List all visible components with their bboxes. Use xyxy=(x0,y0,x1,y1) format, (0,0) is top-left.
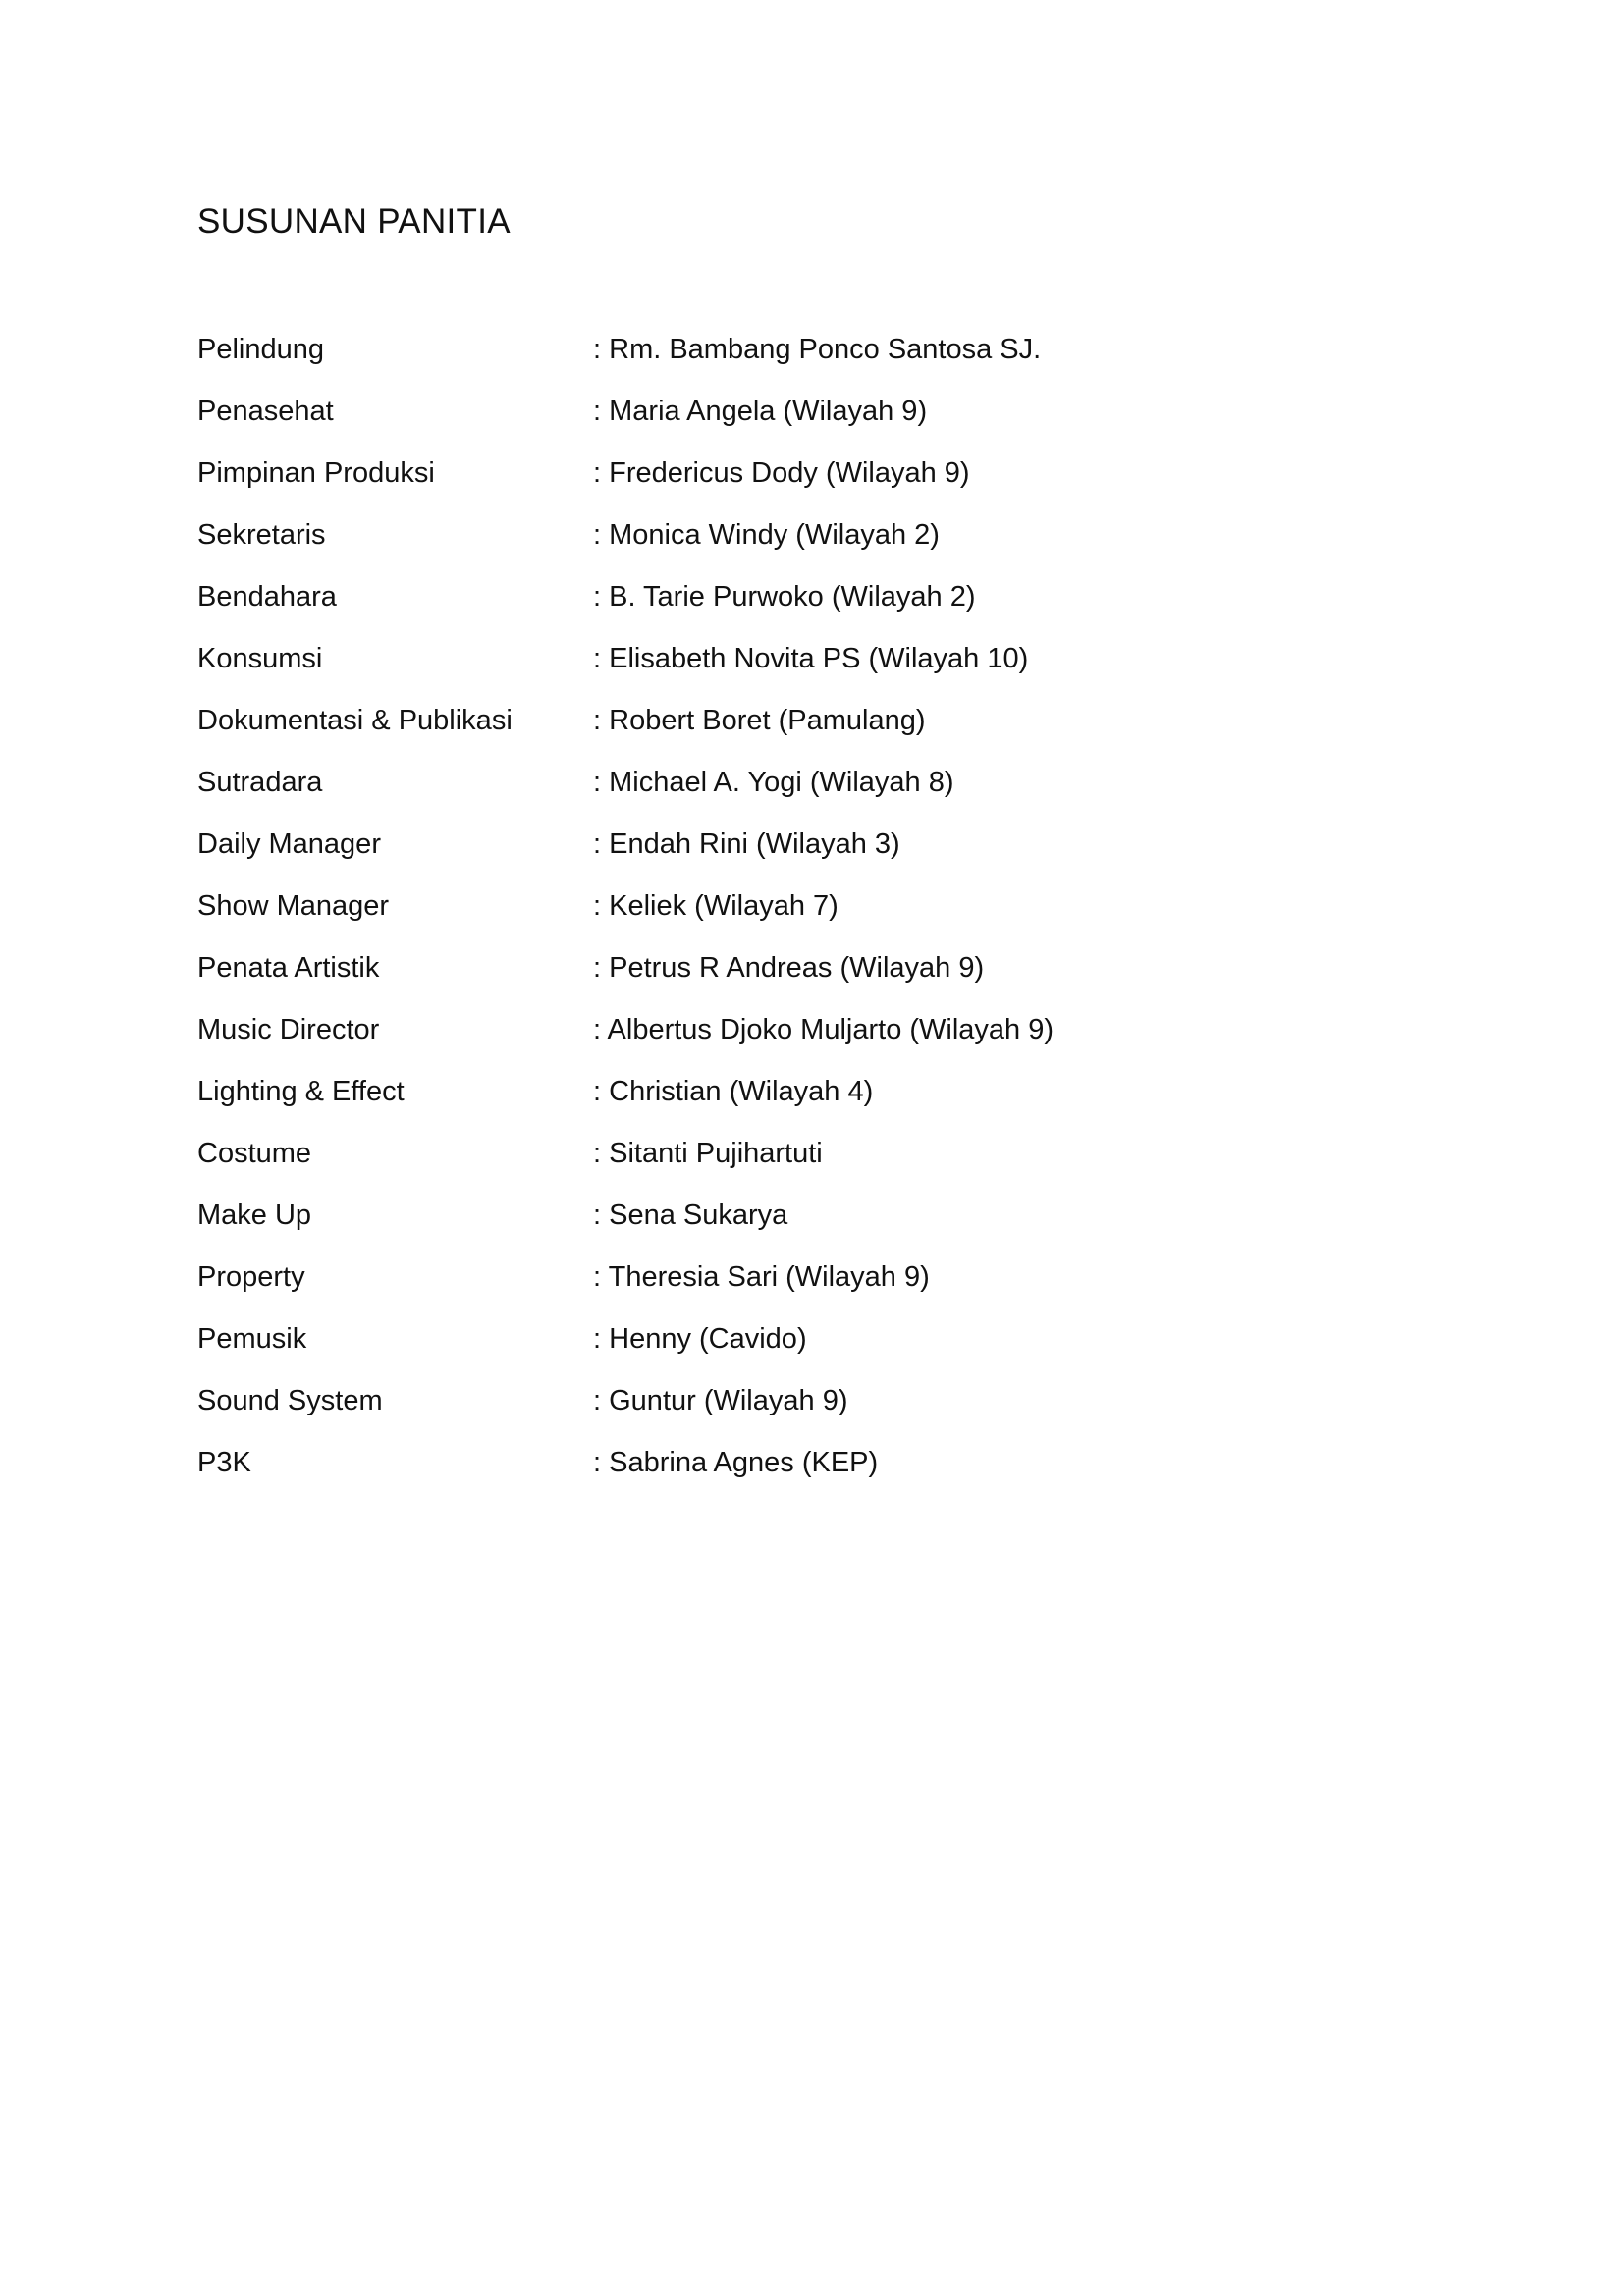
committee-member xyxy=(593,454,970,493)
committee-member xyxy=(593,1196,787,1235)
committee-row xyxy=(197,1072,1474,1134)
committee-member xyxy=(593,948,984,988)
committee-row xyxy=(197,1196,1474,1257)
committee-list xyxy=(197,330,1474,1505)
committee-role: Konsumsi xyxy=(197,643,323,674)
committee-row xyxy=(197,948,1474,1010)
member-name: Christian (Wilayah 4) xyxy=(609,1076,874,1107)
separator-colon: : xyxy=(593,581,602,613)
committee-row xyxy=(197,454,1474,515)
separator-colon: : xyxy=(593,1447,602,1478)
member-name: Robert Boret (Pamulang) xyxy=(609,705,926,736)
committee-role: Property xyxy=(197,1261,305,1293)
committee-row xyxy=(197,1257,1474,1319)
separator-colon: : xyxy=(593,890,602,922)
committee-member xyxy=(593,330,1041,369)
member-name: B. Tarie Purwoko (Wilayah 2) xyxy=(609,581,976,613)
separator-colon: : xyxy=(593,643,602,674)
separator-colon: : xyxy=(593,457,602,489)
member-name: Keliek (Wilayah 7) xyxy=(609,890,839,922)
committee-member xyxy=(593,1319,807,1359)
committee-member xyxy=(593,701,926,740)
committee-role: P3K xyxy=(197,1447,251,1478)
separator-colon: : xyxy=(593,1138,602,1169)
page-title: SUSUNAN PANITIA xyxy=(197,202,511,240)
committee-member xyxy=(593,1257,930,1297)
committee-member xyxy=(593,1381,847,1420)
committee-role: Pemusik xyxy=(197,1323,307,1355)
separator-colon: : xyxy=(593,1323,602,1355)
committee-member xyxy=(593,1072,873,1111)
separator-colon: : xyxy=(593,519,602,551)
member-name: Sitanti Pujihartuti xyxy=(609,1138,823,1169)
member-name: Sena Sukarya xyxy=(609,1200,788,1231)
separator-colon: : xyxy=(593,396,602,427)
separator-colon: : xyxy=(593,705,602,736)
separator-colon: : xyxy=(593,952,602,984)
member-name: Albertus Djoko Muljarto (Wilayah 9) xyxy=(607,1014,1055,1045)
committee-role: Make Up xyxy=(197,1200,312,1231)
committee-row xyxy=(197,392,1474,454)
member-name: Sabrina Agnes (KEP) xyxy=(609,1447,879,1478)
committee-role: Sound System xyxy=(197,1385,383,1416)
separator-colon: : xyxy=(593,828,602,860)
member-name: Endah Rini (Wilayah 3) xyxy=(609,828,900,860)
committee-role: Penata Artistik xyxy=(197,952,380,984)
committee-member xyxy=(593,1010,1054,1049)
committee-row xyxy=(197,1319,1474,1381)
separator-colon: : xyxy=(593,1076,602,1107)
committee-row xyxy=(197,515,1474,577)
committee-member xyxy=(593,639,1028,678)
committee-member xyxy=(593,763,954,802)
committee-row xyxy=(197,1134,1474,1196)
member-name: Petrus R Andreas (Wilayah 9) xyxy=(609,952,985,984)
member-name: Elisabeth Novita PS (Wilayah 10) xyxy=(609,643,1029,674)
committee-role: Pimpinan Produksi xyxy=(197,457,435,489)
committee-member xyxy=(593,392,927,431)
committee-role: Dokumentasi & Publikasi xyxy=(197,705,513,736)
separator-colon: : xyxy=(593,1385,602,1416)
committee-role: Sutradara xyxy=(197,767,323,798)
separator-colon: : xyxy=(593,1014,602,1045)
member-name: Theresia Sari (Wilayah 9) xyxy=(608,1261,930,1293)
committee-row xyxy=(197,330,1474,392)
committee-member xyxy=(593,1134,823,1173)
committee-member xyxy=(593,577,976,616)
committee-row xyxy=(197,577,1474,639)
committee-member xyxy=(593,825,900,864)
member-name: Rm. Bambang Ponco Santosa SJ. xyxy=(609,334,1042,365)
separator-colon: : xyxy=(593,1261,602,1293)
committee-row xyxy=(197,639,1474,701)
committee-member xyxy=(593,1443,878,1482)
committee-role: Penasehat xyxy=(197,396,334,427)
committee-row xyxy=(197,1381,1474,1443)
separator-colon: : xyxy=(593,334,602,365)
committee-role: Lighting & Effect xyxy=(197,1076,405,1107)
committee-role: Music Director xyxy=(197,1014,380,1045)
member-name: Maria Angela (Wilayah 9) xyxy=(609,396,928,427)
committee-row xyxy=(197,825,1474,886)
committee-row xyxy=(197,1010,1474,1072)
committee-row xyxy=(197,1443,1474,1505)
separator-colon: : xyxy=(593,1200,602,1231)
committee-role: Bendahara xyxy=(197,581,337,613)
committee-role: Daily Manager xyxy=(197,828,381,860)
committee-row xyxy=(197,701,1474,763)
committee-member xyxy=(593,515,940,555)
member-name: Michael A. Yogi (Wilayah 8) xyxy=(609,767,954,798)
committee-role: Pelindung xyxy=(197,334,324,365)
separator-colon: : xyxy=(593,767,602,798)
member-name: Fredericus Dody (Wilayah 9) xyxy=(609,457,970,489)
member-name: Monica Windy (Wilayah 2) xyxy=(609,519,940,551)
committee-role: Show Manager xyxy=(197,890,390,922)
committee-row xyxy=(197,763,1474,825)
member-name: Guntur (Wilayah 9) xyxy=(609,1385,848,1416)
committee-role: Sekretaris xyxy=(197,519,326,551)
committee-member xyxy=(593,886,839,926)
committee-role: Costume xyxy=(197,1138,312,1169)
committee-row xyxy=(197,886,1474,948)
member-name: Henny (Cavido) xyxy=(609,1323,807,1355)
